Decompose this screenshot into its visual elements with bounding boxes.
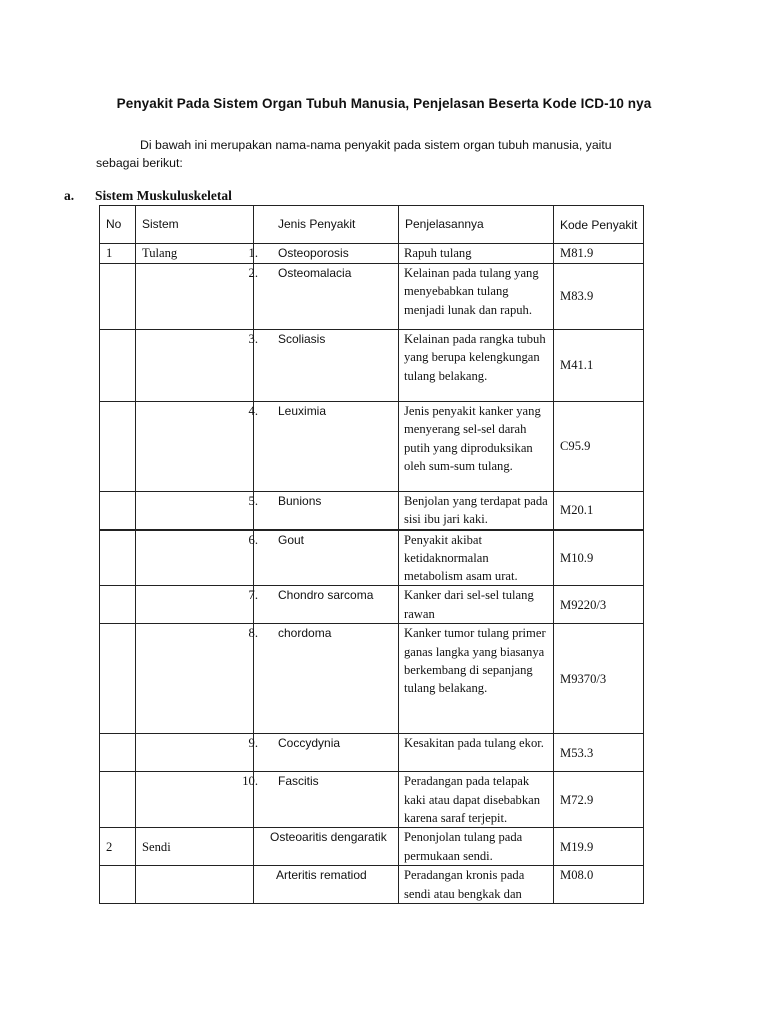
cell-no (100, 772, 136, 828)
cell-no (100, 492, 136, 530)
cell-jenis-penyakit (248, 402, 399, 492)
item-number: 3. (248, 332, 258, 346)
cell-jenis-penyakit (242, 772, 399, 828)
header-sistem: Sistem (136, 206, 254, 244)
cell-kode: C95.9 (554, 402, 644, 492)
table-row (100, 866, 644, 904)
cell-kode: M9220/3 (554, 586, 644, 624)
table-row (100, 244, 644, 264)
cell-sistem: Sendi (136, 828, 254, 866)
cell-sistem (136, 772, 254, 828)
cell-sistem (136, 734, 254, 772)
table-row (100, 772, 644, 828)
cell-no (100, 866, 136, 904)
cell-penjelasan: Penyakit akibat ketidaknormalan metabolism asam urat. (399, 530, 554, 586)
cell-penjelasan: Kelainan pada tulang yang menyebabkan tulang menjadi lunak dan rapuh. (399, 264, 554, 330)
cell-jenis-penyakit (248, 530, 399, 586)
intro-paragraph: Di bawah ini merupakan nama-nama penyakit pada sistem organ tubuh manusia, yaitu sebagai berikut: (96, 138, 612, 170)
header-kode: Kode Penyakit (554, 206, 644, 244)
cell-no (100, 330, 136, 402)
cell-kode: M19.9 (554, 828, 644, 866)
table-row (100, 330, 644, 402)
item-number: 7. (248, 588, 258, 603)
cell-jenis-penyakit (248, 244, 399, 264)
cell-sistem: Tulang (136, 244, 254, 264)
section-title: Sistem Muskuluskeletal (95, 188, 232, 203)
section-heading (64, 188, 232, 204)
item-number: 4. (248, 404, 258, 418)
item-number: 5. (248, 494, 258, 508)
cell-no (100, 530, 136, 586)
cell-kode: M41.1 (554, 330, 644, 402)
cell-sistem (136, 492, 254, 530)
cell-sistem (136, 330, 254, 402)
header-jenis-penyakit: Jenis Penyakit (254, 206, 399, 244)
table-row (100, 492, 644, 530)
cell-penjelasan: Kanker dari sel-sel tulang rawan (399, 586, 554, 624)
cell-penjelasan: Kelainan pada rangka tubuh yang berupa kelengkungan tulang belakang. (399, 330, 554, 402)
table-row (100, 402, 644, 492)
table-row (100, 586, 644, 624)
cell-no (100, 734, 136, 772)
disease-table (99, 205, 644, 904)
cell-kode: M81.9 (554, 244, 644, 264)
disease-name: Leuximia (278, 404, 327, 418)
disease-name: Osteoaritis dengaratik (270, 830, 387, 845)
cell-penjelasan: Penonjolan tulang pada permukaan sendi. (399, 828, 554, 866)
cell-sistem (136, 264, 254, 330)
cell-kode: M83.9 (554, 264, 644, 330)
item-number: 6. (248, 532, 258, 547)
item-number: 1. (248, 246, 258, 260)
disease-name: Bunions (278, 494, 322, 508)
cell-kode: M08.0 (554, 866, 644, 904)
cell-penjelasan: Kanker tumor tulang primer ganas langka yang biasanya berkembang di sepanjang tulang belakang. (399, 624, 554, 734)
item-number: 9. (248, 736, 258, 751)
item-number: 10. (242, 774, 258, 789)
cell-no (100, 586, 136, 624)
cell-jenis-penyakit (248, 586, 399, 624)
cell-penjelasan: Rapuh tulang (399, 244, 554, 264)
header-no: No (100, 206, 136, 244)
cell-no: 2 (100, 828, 136, 866)
cell-jenis-penyakit (254, 866, 399, 904)
table-row (100, 264, 644, 330)
cell-penjelasan: Peradangan pada telapak kaki atau dapat disebabkan karena saraf terjepit. (399, 772, 554, 828)
cell-kode: M9370/3 (554, 624, 644, 734)
disease-name: Chondro sarcoma (278, 588, 374, 603)
disease-name: Coccydynia (278, 736, 341, 751)
cell-sistem (136, 586, 254, 624)
cell-no: 1 (100, 244, 136, 264)
table-row (100, 734, 644, 772)
document-title: Penyakit Pada Sistem Organ Tubuh Manusia, Penjelasan Beserta Kode ICD-10 nya (116, 96, 652, 111)
cell-no (100, 624, 136, 734)
cell-penjelasan: Kesakitan pada tulang ekor. (399, 734, 554, 772)
cell-kode: M72.9 (554, 772, 644, 828)
item-number: 8. (248, 626, 258, 641)
disease-name: Scoliasis (278, 332, 326, 346)
cell-sistem (136, 866, 254, 904)
cell-no (100, 264, 136, 330)
table-header-row (100, 206, 644, 244)
cell-jenis-penyakit (248, 492, 399, 530)
disease-name: Osteomalacia (278, 266, 352, 280)
cell-jenis-penyakit (248, 734, 399, 772)
disease-name: Osteoporosis (278, 246, 349, 260)
cell-sistem (136, 402, 254, 492)
disease-name: Arteritis rematiod (276, 868, 367, 883)
cell-kode: M10.9 (554, 530, 644, 586)
cell-sistem (136, 624, 254, 734)
item-number: 2. (248, 266, 258, 280)
cell-jenis-penyakit (248, 264, 399, 330)
cell-jenis-penyakit (248, 624, 399, 734)
cell-kode: M53.3 (554, 734, 644, 772)
cell-penjelasan: Jenis penyakit kanker yang menyerang sel-sel darah putih yang diproduksikan oleh sum-sum tulang. (399, 402, 554, 492)
section-letter: a. (64, 188, 75, 203)
cell-no (100, 402, 136, 492)
table-row (100, 624, 644, 734)
disease-name: Fascitis (278, 774, 319, 789)
header-penjelasan: Penjelasannya (399, 206, 554, 244)
cell-jenis-penyakit (254, 828, 399, 866)
disease-name: chordoma (278, 626, 332, 641)
cell-penjelasan: Benjolan yang terdapat pada sisi ibu jari kaki. (399, 492, 554, 530)
cell-jenis-penyakit (248, 330, 399, 402)
disease-name: Gout (278, 532, 305, 547)
cell-sistem (136, 530, 254, 586)
table-row (100, 530, 644, 586)
cell-penjelasan: Peradangan kronis pada sendi atau bengkak dan (399, 866, 554, 904)
table-row (100, 828, 644, 866)
cell-kode: M20.1 (554, 492, 644, 530)
